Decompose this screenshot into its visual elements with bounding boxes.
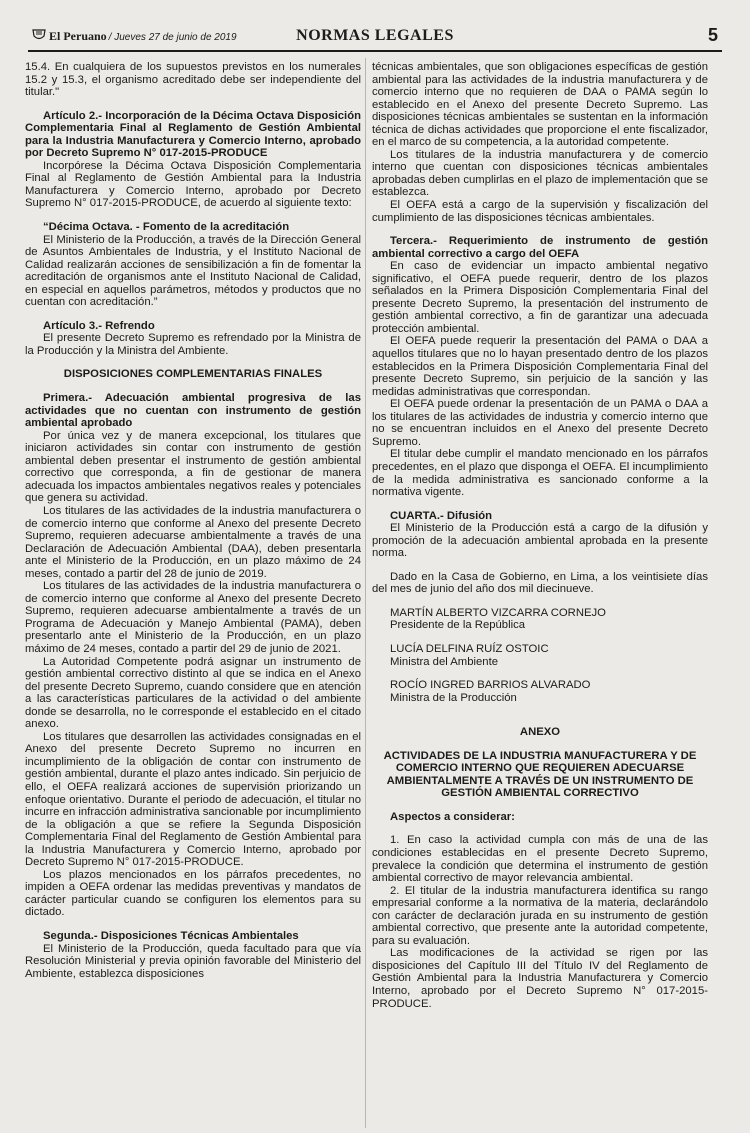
section-heading: DISPOSICIONES COMPLEMENTARIAS FINALES xyxy=(63,368,323,381)
spacer xyxy=(25,357,361,368)
paragraph: El OEFA puede ordenar la presentación de un PAMA o DAA a los titulares de las actividades de industria y comercio interno que no se encuentran incluidos en el Anexo del presente Decreto Supremo. xyxy=(372,398,708,448)
paragraph: El OEFA está a cargo de la supervisión y fiscalización del cumplimiento de las disposiciones técnicas ambientales. xyxy=(372,199,708,224)
paragraph: Ministra de la Producción xyxy=(390,691,517,704)
article-heading: CUARTA.- Difusión xyxy=(390,509,493,522)
spacer xyxy=(372,560,708,571)
paragraph: Incorpórese la Décima Octava Disposición Complementaria Final al Reglamento de Gestión Ambiental para la Industria Manufacturera y Comercio Interno, aprobado por Decreto Supremo N° 017-2015-PRODUCE, de acuerdo al siguiente texto: xyxy=(25,159,361,210)
paragraph: Los plazos mencionados en los párrafos precedentes, no impiden a OEFA ordenar las medidas preventivas y mandatos de carácter particular cuando se configuren los elementos para su dictado. xyxy=(25,868,361,919)
paragraph: Presidente de la República xyxy=(390,619,526,632)
spacer xyxy=(372,800,708,811)
paragraph: Los titulares de las actividades de la industria manufacturera o de comercio interno que conforme al Anexo del presente Decreto Supremo, requieren adecuarse ambientalmente a través de una Declaración de Adecuación Ambiental (DAA), deben presentarla ante el Ministerio de la Producción, en un plazo máximo de 24 meses, contado a partir del 28 de junio de 2019. xyxy=(25,504,361,580)
paragraph: La Autoridad Competente podrá asignar un instrumento de gestión ambiental correctivo distinto al que se indica en el Anexo del presente Decreto Supremo, cuando considere que en atención a las características particulares de la actividad o del ambiente donde se desarrolla, no le corresponde el establecido en el citado anexo. xyxy=(25,655,361,731)
article-heading: Artículo 2.- Incorporación de la Décima Octava Disposición Complementaria Final al Reglamento de Gestión Ambiental para la Industria Manufacturera y Comercio Interno, aprobado por Decreto Supremo N° 017-2015-PRODUCE xyxy=(25,109,361,160)
spacer xyxy=(25,381,361,392)
paragraph: MARTÍN ALBERTO VIZCARRA CORNEJO xyxy=(390,606,606,619)
paragraph: Los titulares que desarrollen las actividades consignadas en el Anexo del presente Decreto Supremo no incurren en incumplimiento de la obligación de contar con instrumento de gestión ambiental, durante el plazo antes indicado. Sin perjuicio de ello, el OEFA realizará acciones de supervisión priorizando un enfoque orientativo. Durante el periodo de adecuación, el titular no incurre en infracción administrativa sancionable por incumplimiento de la obligación a que se refiere la Segunda Disposición Complementaria Final del Reglamento de Gestión Ambiental para la Industria Manufacturera y Comercio Interno, aprobado por Decreto Supremo N° 017-2015-PRODUCE. xyxy=(25,730,361,869)
header-rule xyxy=(28,50,722,52)
spacer xyxy=(372,632,708,643)
section-heading: ANEXO xyxy=(519,726,561,739)
spacer xyxy=(372,596,708,607)
issue-date: / Jueves 27 de junio de 2019 xyxy=(108,32,237,43)
spacer xyxy=(372,739,708,750)
paragraph: 1. En caso la actividad cumpla con más de una de las condiciones establecidas en el presente Decreto Supremo, prevalece la condición que determina el instrumento de gestión ambiental correctivo de mayor relevancia ambiental. xyxy=(372,834,708,885)
article-heading: “Décima Octava. - Fomento de la acreditación xyxy=(43,221,290,234)
paragraph: Los titulares de la industria manufacturera y de comercio interno que cuentan con disposiciones técnicas ambientales aprobadas deben cumplirlas en el plazo de implementación que se establezca. xyxy=(372,148,708,199)
section-title: NORMAS LEGALES xyxy=(296,27,454,44)
paragraph: LUCÍA DELFINA RUÍZ OSTOIC xyxy=(390,642,549,655)
paragraph: El OEFA puede requerir la presentación del PAMA o DAA a aquellos titulares que no lo hayan presentado dentro de los plazos establecidos en la Primera Disposición Complementaria Final del presente Decreto Supremo, sin perjuicio de la sanción y las medidas administrativas que correspondan. xyxy=(372,335,708,398)
spacer xyxy=(25,210,361,221)
paragraph: El titular debe cumplir el mandato mencionado en los párrafos precedentes, en el plazo que disponga el OEFA. El incumplimiento de la medida administrativa es sancionado conforme a la normativa vigente. xyxy=(372,448,708,499)
spacer xyxy=(372,499,708,510)
spacer xyxy=(25,309,361,320)
page-header xyxy=(28,22,722,52)
paragraph: Las modificaciones de la actividad se rigen por las disposiciones del Capítulo III del Título IV del Reglamento de Gestión Ambiental para la Industria Manufacturera y Comercio Interno, aprobado por el Decreto Supremo N° 017-2015-PRODUCE. xyxy=(372,947,708,1010)
article-heading: Aspectos a considerar: xyxy=(390,810,515,823)
spacer xyxy=(372,224,708,235)
article-heading: Artículo 3.- Refrendo xyxy=(43,319,155,332)
paragraph: Los titulares de las actividades de la industria manufacturera o de comercio interno que conforme al Anexo del presente Decreto Supremo, requieren adecuarse ambientalmente a través de un Programa de Adecuación y Manejo Ambiental (PAMA), deben presentarlo ante el Ministerio de la Producción, en un plazo máximo de 24 meses, contado a partir del 29 de junio de 2021. xyxy=(25,580,361,655)
spacer xyxy=(372,704,708,715)
spacer xyxy=(25,99,361,110)
right-column xyxy=(372,61,708,1010)
spacer xyxy=(372,715,708,726)
paragraph: técnicas ambientales, que son obligaciones específicas de gestión ambiental para las actividades de la industria manufacturera y de comercio interno que no requieren de DAA o PAMA según lo establecido en el Anexo del presente Decreto Supremo. Las disposiciones técnicas ambientales se sustentan en la información técnica de dichas actividades que proporcione el ente fiscalizador, en el marco de su competencia, a la autoridad competente. xyxy=(372,61,708,149)
paragraph: El Ministerio de la Producción, queda facultado para que vía Resolución Ministerial y previa opinión favorable del Ministerio del Ambiente, establezca disposiciones xyxy=(25,942,361,980)
spacer xyxy=(372,668,708,679)
column-divider xyxy=(365,58,366,1128)
article-heading: Tercera.- Requerimiento de instrumento de gestión ambiental correctivo a cargo del OEFA xyxy=(372,235,708,260)
paragraph: El Ministerio de la Producción está a cargo de la difusión y promoción de la adecuación ambiental aprobada en la presente norma. xyxy=(372,522,708,560)
paragraph: Ministra del Ambiente xyxy=(390,655,498,668)
paragraph: Dado en la Casa de Gobierno, en Lima, a los veintisiete días del mes de junio del año dos mil diecinueve. xyxy=(372,570,708,596)
newspaper-name: El Peruano xyxy=(49,29,107,43)
paragraph: El Ministerio de la Producción, a través de la Dirección General de Asuntos Ambientales de Industria, y el Instituto Nacional de Calidad realizarán acciones de sensibilización a fin de fomentar la acreditación de organismos ante el Instituto Nacional de Calidad, en especial en aquellos parámetros, métodos y productos que no cuentan con acreditación.” xyxy=(25,233,361,309)
page-number: 5 xyxy=(707,25,718,45)
article-heading: Segunda.- Disposiciones Técnicas Ambientales xyxy=(43,930,299,942)
paragraph: 2. El titular de la industria manufacturera identifica su rango empresarial conforme a la normativa de la materia, declarándolo con carácter de declaración jurada en su instrumento de gestión ambiental correctivo, que presente ante la autoridad competente, para su evaluación. xyxy=(372,884,708,947)
paragraph: En caso de evidenciar un impacto ambiental negativo significativo, el OEFA puede requerir, dentro de los plazos señalados en la Primera Disposición Complementaria Final del presente Decreto Supremo, la presentación del instrumento de gestión ambiental correctivo, a fin de garantizar una adecuada protección ambiental. xyxy=(372,260,708,335)
paragraph: El presente Decreto Supremo es refrendado por la Ministra de la Producción y la Ministra del Ambiente. xyxy=(25,332,361,357)
paragraph: Por única vez y de manera excepcional, los titulares que iniciaron actividades sin contar con instrumento de gestión ambiental deben presentar el instrumento de gestión ambiental correctivo que corresponda, a fin de gestionar de manera adecuada los impactos ambientales negativos reales y potenciales que genera su actividad. xyxy=(25,429,361,505)
paragraph: 15.4. En cualquiera de los supuestos previstos en los numerales 15.2 y 15.3, el organismo acreditado debe ser independiente del titular." xyxy=(25,61,361,99)
section-heading: ACTIVIDADES DE LA INDUSTRIA MANUFACTURERA Y DE COMERCIO INTERNO QUE REQUIEREN ADECUARSE AMBIENTALMENTE A TRAVÉS DE UN INSTRUMENTO DE GESTIÓN AMBIENTAL CORRECTIVO xyxy=(383,749,697,800)
paragraph: ROCÍO INGRED BARRIOS ALVARADO xyxy=(390,679,591,692)
spacer xyxy=(372,823,708,834)
article-heading: Primera.- Adecuación ambiental progresiva de las actividades que no cuentan con instrumento de gestión ambiental aprobado xyxy=(25,392,361,430)
left-column xyxy=(25,61,361,980)
spacer xyxy=(25,919,361,930)
